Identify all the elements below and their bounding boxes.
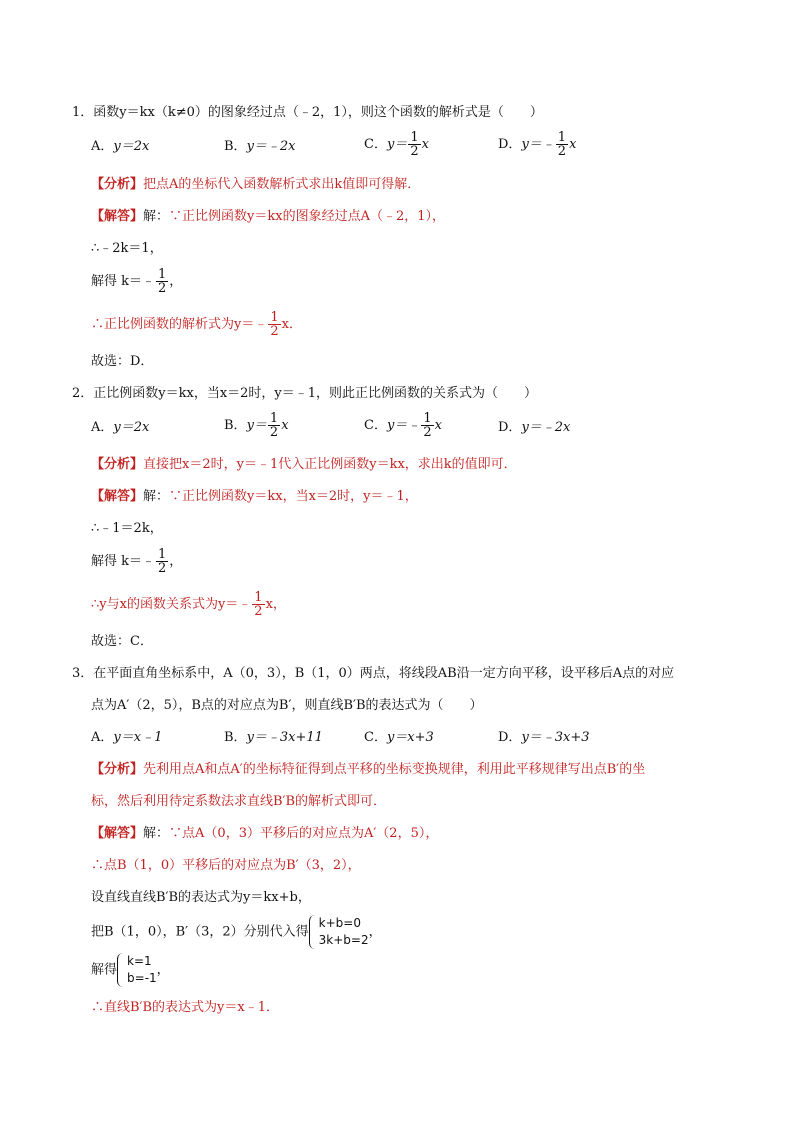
q2-option-c: C．y＝﹣ $\frac{1}{2}$ x [364, 411, 442, 440]
q1-step1: ∴﹣2k＝1， [91, 241, 163, 256]
q2-choice: 故选：C． [91, 634, 153, 649]
q2-stem: 2．正比例函数y＝kx，当x＝2时，y＝﹣1，则此正比例函数的关系式为（ ） [72, 386, 538, 401]
q1-step3: ∴正比例函数的解析式为y＝﹣ $\frac{1}{2}$ x． [91, 310, 302, 339]
q3-analysis-line1: 【分析】先利用点A和点A′的坐标特征得到点平移的坐标变换规律，利用此平移规律写出点B′的坐 [91, 762, 646, 777]
q3-analysis-line2: 标，然后利用待定系数法求直线B′B的解析式即可． [91, 794, 387, 809]
q1-option-a: A．y＝2x [91, 139, 150, 154]
q2-answer: 【解答】解：∵正比例函数y＝kx，当x＝2时，y＝﹣1， [91, 489, 418, 504]
q2-step1: ∴﹣1＝2k， [91, 521, 163, 536]
q1-analysis: 【分析】把点A的坐标代入函数解析式求出k值即可得解． [91, 177, 421, 192]
q1-option-c: C．y＝ $\frac{1}{2}$ x [364, 130, 429, 159]
q1-answer: 【解答】解：∵正比例函数y＝kx的图象经过点A（﹣2，1）， [91, 209, 446, 224]
q3-option-c: C．y＝x+3 [364, 730, 434, 745]
q1-option-b: B．y＝﹣2x [224, 139, 296, 154]
q3-step1: ∴点B（1，0）平移后的对应点为B′（3，2）， [91, 858, 361, 873]
equation-system-1: k+b=0 3k+b=2 [309, 915, 369, 949]
q1-choice: 故选：D． [91, 354, 154, 369]
q2-analysis: 【分析】直接把x＝2时，y＝﹣1代入正比例函数y＝kx，求出k的值即可． [91, 457, 517, 472]
q2-option-d: D．y＝﹣2x [498, 420, 571, 435]
q3-answer: 【解答】解：∵点A（0，3）平移后的对应点为A′（2，5）， [91, 826, 439, 841]
q3-step4: 解得 k=1 b=-1 ， [91, 954, 170, 985]
equation-system-2: k=1 b=-1 [117, 953, 157, 987]
q3-stem-line1: 3．在平面直角坐标系中，A（0，3），B（1，0）两点，将线段AB沿一定方向平移，设平移后A点的对应 [72, 666, 675, 681]
q2-step3: ∴y与x的函数关系式为y＝﹣ $\frac{1}{2}$ x， [91, 590, 286, 619]
q3-option-d: D．y＝﹣3x+3 [498, 730, 590, 745]
q3-stem-line2: 点为A′（2，5），B点的对应点为B′，则直线B′B的表达式为（ ） [91, 698, 483, 713]
q3-step3: 把B（1，0），B′（3，2）分别代入得 k+b=0 3k+b=2 ， [91, 916, 382, 947]
q2-option-a: A．y＝2x [91, 420, 150, 435]
q1-option-d: D．y＝﹣ $\frac{1}{2}$ x [498, 130, 577, 159]
q3-step2: 设直线直线B′B的表达式为y＝kx+b， [91, 890, 311, 905]
q2-step2: 解得 k＝﹣ $\frac{1}{2}$ ， [91, 547, 183, 576]
q1-stem: 1．函数y＝kx（k≠0）的图象经过点（﹣2，1），则这个函数的解析式是（ ） [72, 105, 543, 120]
q3-option-b: B．y＝﹣3x+11 [224, 730, 323, 745]
q2-option-b: B．y＝ $\frac{1}{2}$ x [224, 411, 289, 440]
q3-step5: ∴直线B′B的表达式为y＝x﹣1． [91, 1000, 280, 1015]
q3-option-a: A．y＝x﹣1 [91, 730, 163, 745]
q1-step2: 解得 k＝﹣ $\frac{1}{2}$ ， [91, 267, 183, 296]
